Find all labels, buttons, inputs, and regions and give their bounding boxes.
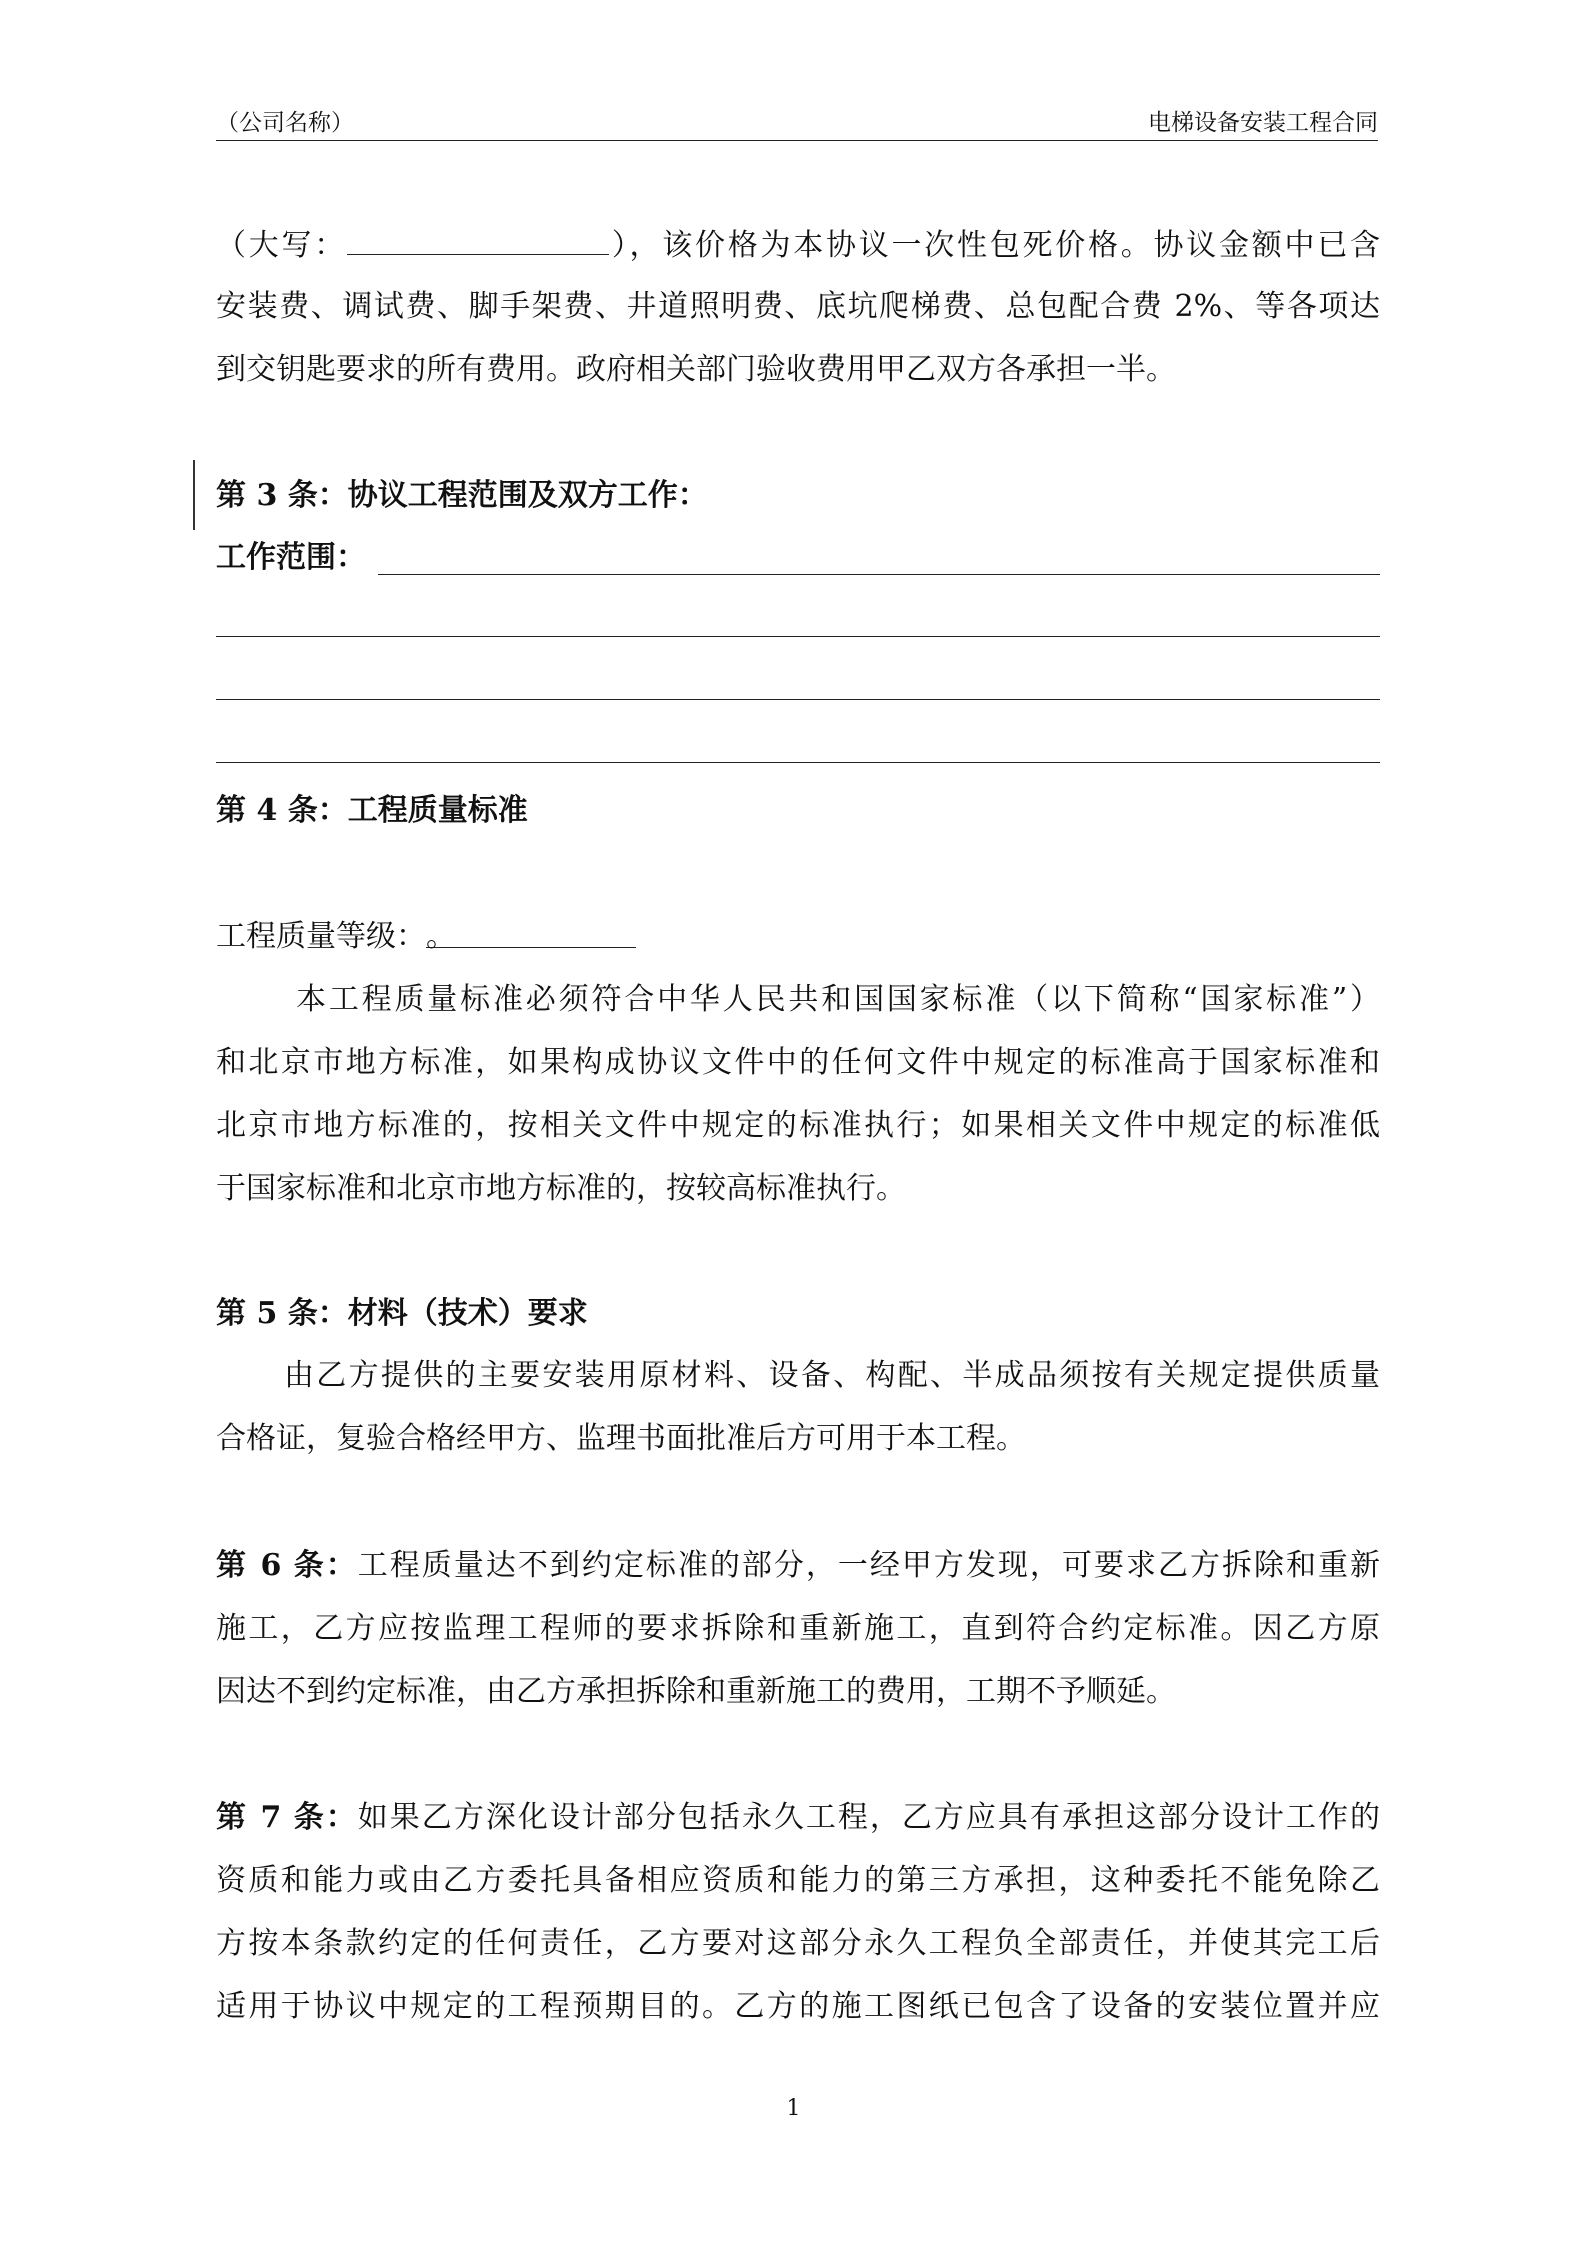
article-7-text-1: 如果乙方深化设计部分包括永久工程，乙方应具有承担这部分设计工作的: [357, 1800, 1380, 1835]
article-4-paragraph-line-3: 北京市地方标准的，按相关文件中规定的标准执行；如果相关文件中规定的标准低: [216, 1108, 1380, 1143]
article-7-label: 第 7 条：: [216, 1800, 358, 1835]
price-line-2: 安装费、调试费、脚手架费、井道照明费、底坑爬梯费、总包配合费 2%、等各项达: [216, 289, 1380, 324]
article-5-paragraph-line-2: 合格证，复验合格经甲方、监理书面批准后方可用于本工程。: [216, 1421, 1026, 1456]
quality-grade-label: 工程质量等级：: [216, 919, 426, 954]
quality-grade-line: [216, 917, 1380, 957]
article-4-title: 第 4 条：工程质量标准: [216, 793, 528, 828]
work-scope-blank-1[interactable]: [378, 574, 1380, 575]
article-7-line-1: [216, 1798, 1380, 1838]
article-6-line-2: 施工，乙方应按监理工程师的要求拆除和重新施工，直到符合约定标准。因乙方原: [216, 1611, 1380, 1646]
work-scope-blank-2[interactable]: [216, 636, 1380, 637]
header-company-name: （公司名称）: [216, 110, 354, 136]
article-7-line-4: 适用于协议中规定的工程预期目的。乙方的施工图纸已包含了设备的安装位置并应: [216, 1989, 1380, 2024]
work-scope-blank-4[interactable]: [216, 762, 1380, 763]
article-4-paragraph-line-2: 和北京市地方标准，如果构成协议文件中的任何文件中规定的标准高于国家标准和: [216, 1045, 1380, 1080]
page-header: [216, 108, 1378, 141]
price-suffix: ），该价格为本协议一次性包死价格。协议金额中已含: [609, 228, 1380, 263]
page-number: 1: [786, 2096, 801, 2121]
price-line-1: [216, 224, 1380, 266]
work-scope-blank-3[interactable]: [216, 699, 1380, 700]
article-5-title: 第 5 条：材料（技术）要求: [216, 1296, 588, 1331]
quality-grade-blank[interactable]: [426, 917, 636, 954]
price-prefix: （大写：: [216, 228, 347, 263]
article-5-paragraph-line-1: 由乙方提供的主要安装用原材料、设备、构配、半成品须按有关规定提供质量: [284, 1358, 1380, 1393]
revision-change-bar: [193, 460, 195, 530]
article-6-line-3: 因达不到约定标准，由乙方承担拆除和重新施工的费用，工期不予顺延。: [216, 1674, 1176, 1709]
article-6-line-1: [216, 1546, 1380, 1586]
header-document-title: 电梯设备安装工程合同: [1148, 110, 1378, 136]
price-uppercase-blank[interactable]: [347, 224, 609, 255]
article-6-text-1: 工程质量达不到约定标准的部分，一经甲方发现，可要求乙方拆除和重新: [357, 1548, 1380, 1583]
price-line-3: 到交钥匙要求的所有费用。政府相关部门验收费用甲乙双方各承担一半。: [216, 352, 1176, 387]
article-6-label: 第 6 条：: [216, 1548, 358, 1583]
article-4-paragraph-line-4: 于国家标准和北京市地方标准的，按较高标准执行。: [216, 1171, 906, 1206]
article-3-title: 第 3 条：协议工程范围及双方工作：: [216, 478, 708, 513]
quality-grade-period: 。: [426, 919, 456, 954]
article-7-line-2: 资质和能力或由乙方委托具备相应资质和能力的第三方承担，这种委托不能免除乙: [216, 1863, 1380, 1898]
work-scope-label: 工作范围：: [216, 540, 366, 575]
article-4-paragraph-line-1: 本工程质量标准必须符合中华人民共和国国家标准（以下简称“国家标准”）: [296, 982, 1380, 1017]
article-7-line-3: 方按本条款约定的任何责任，乙方要对这部分永久工程负全部责任，并使其完工后: [216, 1926, 1380, 1961]
